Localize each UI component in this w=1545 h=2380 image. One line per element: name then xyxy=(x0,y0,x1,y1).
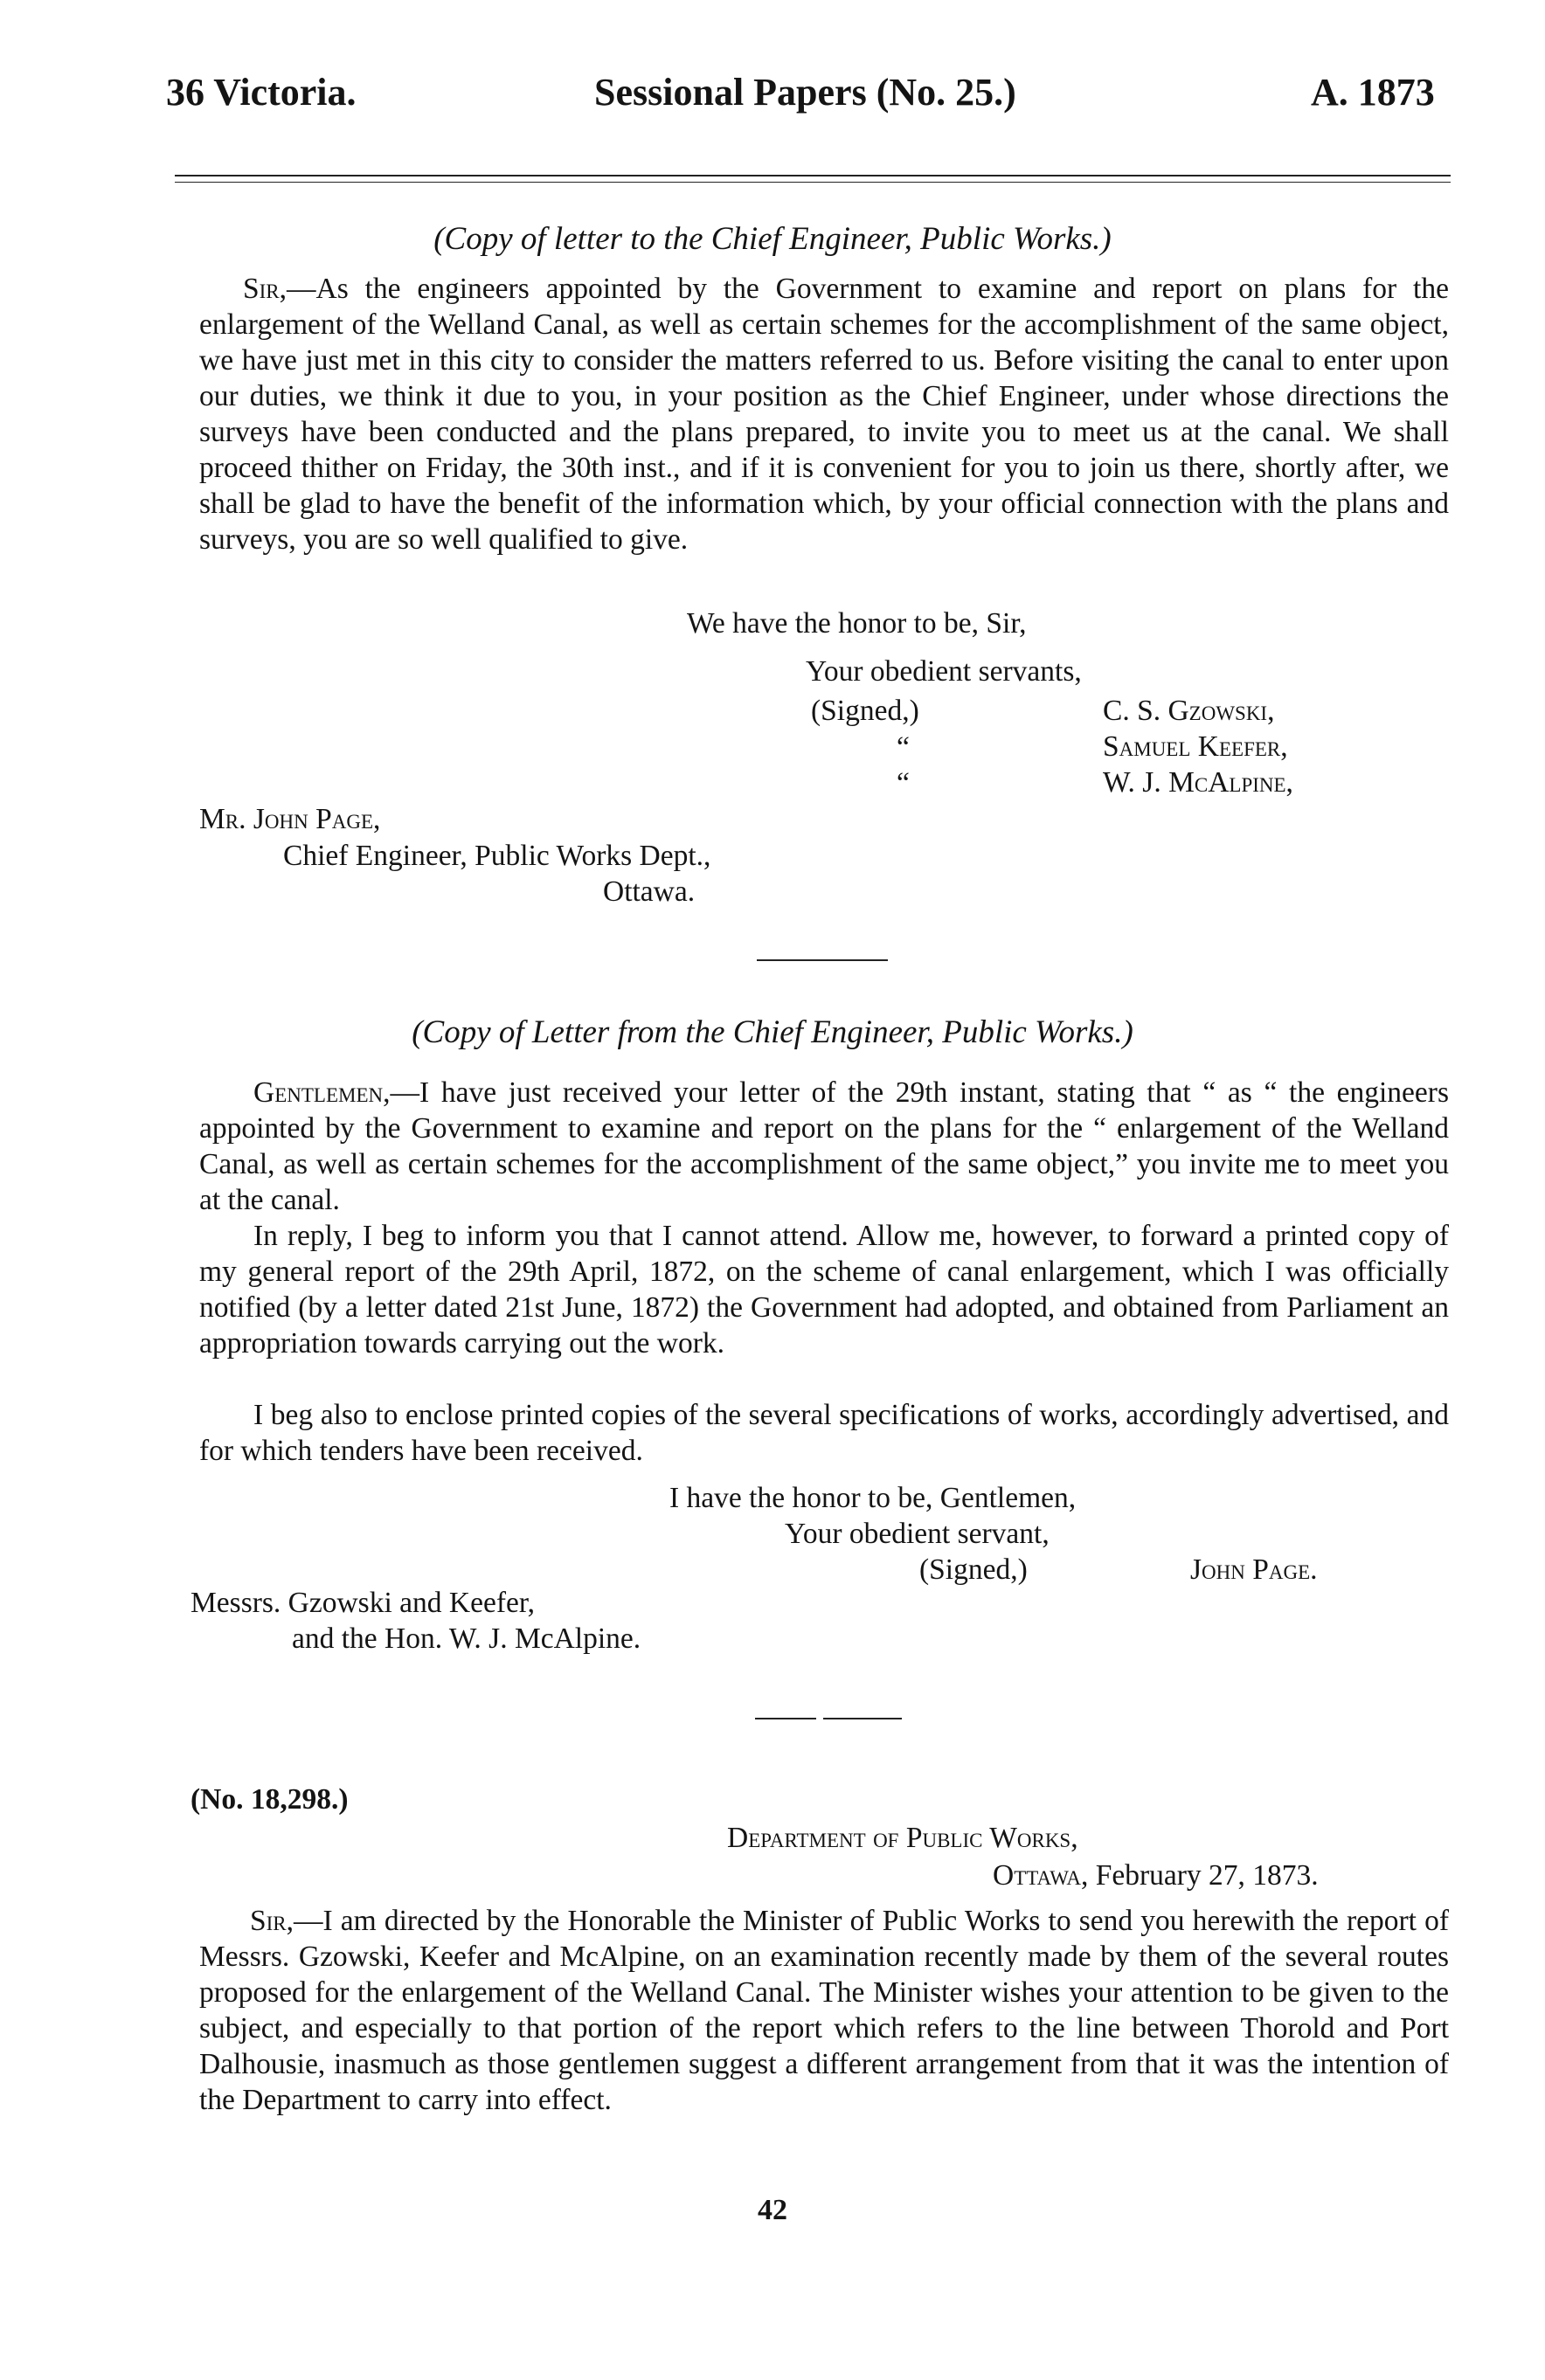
letter1-addressee-title: Chief Engineer, Public Works Dept., xyxy=(283,840,711,872)
letter1-ditto-1: “ xyxy=(897,731,910,764)
letter2-signatory: John Page. xyxy=(1190,1553,1318,1586)
section-separator-left xyxy=(755,1718,816,1719)
letter2-signed: (Signed,) xyxy=(919,1553,1028,1586)
letter3-salutation: Sir, xyxy=(250,1905,294,1937)
letter2-body3: I beg also to enclose printed copies of the several specifications of works, accordingly advertised, and for which tenders have been received. xyxy=(199,1399,1449,1467)
letter1-caption: (Copy of letter to the Chief Engineer, Public Works.) xyxy=(433,221,1112,257)
letter2-addressee-2: and the Hon. W. J. McAlpine. xyxy=(292,1622,641,1655)
letter2-closing: I have the honor to be, Gentlemen, xyxy=(669,1482,1077,1514)
letter1-signed: (Signed,) xyxy=(811,695,919,727)
letter2-closing2: Your obedient servant, xyxy=(785,1518,1050,1550)
letter1-signatory-2: Samuel Keefer, xyxy=(1103,730,1288,763)
header-session: 36 Victoria. xyxy=(166,71,357,114)
letter3-dateline xyxy=(993,1861,1319,1891)
header-sessional-papers: Sessional Papers (No. 25.) xyxy=(594,71,1016,114)
letter1-salutation: Sir, xyxy=(243,273,288,305)
header-year: A. 1873 xyxy=(1311,71,1435,114)
section-separator xyxy=(757,959,888,961)
letter1-closing2: Your obedient servants, xyxy=(806,655,1082,688)
header-rule-thin xyxy=(175,182,1451,183)
section-separator-right xyxy=(823,1718,902,1719)
letter2-body1-text: —I have just received your letter of the 29th instant, stating that “ as “ the engineers appointed by the Government to examine and report on the plans for the “ enlargement of the Welland Canal, as well as certain schemes for the accomplishment of the same object,” you invite me to meet you at the canal. xyxy=(199,1076,1449,1216)
letter2-caption: (Copy of Letter from the Chief Engineer, Public Works.) xyxy=(412,1014,1133,1050)
letter1-addressee-city: Ottawa. xyxy=(603,875,696,908)
letter2-body2: In reply, I beg to inform you that I cannot attend. Allow me, however, to forward a printed copy of my general report of the 29th April, 1872, on the scheme of canal enlargement, which I was officially notified (by a letter dated 21st June, 1872) the Government had adopted, and obtained from Parliament an appropriation towards carrying out the work. xyxy=(199,1220,1449,1360)
letter1-ditto-2: “ xyxy=(897,767,910,799)
letter3-date: February 27, 1873. xyxy=(1088,1859,1319,1892)
header-rule xyxy=(175,175,1451,176)
letter3-body xyxy=(199,1903,1449,2118)
letter1-signatory-3: W. J. McAlpine, xyxy=(1103,766,1293,799)
letter3-number: (No. 18,298.) xyxy=(191,1783,349,1816)
letter3-body-text: —I am directed by the Honorable the Minister of Public Works to send you herewith the report of Messrs. Gzowski, Keefer and McAlpine, on an examination recently made by them of the several routes proposed for the enlargement of the Welland Canal. The Minister wishes your attention to be given to the subject, and especially to that portion of the report which refers to the line between Thorold and Port Dalhousie, inasmuch as those gentlemen suggest a different arrangement from that it was the intention of the Department to carry into effect. xyxy=(199,1905,1449,2116)
letter2-body1 xyxy=(199,1075,1449,1218)
letter3-department: Department of Public Works, xyxy=(727,1822,1078,1854)
letter1-addressee-name: Mr. John Page, xyxy=(199,803,381,835)
letter3-place: Ottawa, xyxy=(993,1859,1089,1892)
letter1-signatory-1: C. S. Gzowski, xyxy=(1103,695,1275,727)
letter1-closing: We have the honor to be, Sir, xyxy=(687,607,1027,640)
letter1-body xyxy=(199,271,1449,557)
letter2-addressee-1: Messrs. Gzowski and Keefer, xyxy=(191,1587,536,1619)
letter2-salutation: Gentlemen, xyxy=(253,1076,391,1109)
letter1-body-text: —As the engineers appointed by the Government to examine and report on plans for the enlargement of the Welland Canal, as well as certain schemes for the accomplishment of the same object, we have just met in this city to consider the matters referred to us. Before visiting the canal to enter upon our duties, we think it due to you, in your position as the Chief Engineer, under whose directions the surveys have been conducted and the plans prepared, to invite you to meet us at the canal. We shall proceed thither on Friday, the 30th inst., and if it is convenient for you to join us there, shortly after, we shall be glad to have the benefit of the information which, by your official connection with the plans and surveys, you are so well qualified to give. xyxy=(199,273,1449,556)
page-number: 42 xyxy=(758,2194,787,2226)
